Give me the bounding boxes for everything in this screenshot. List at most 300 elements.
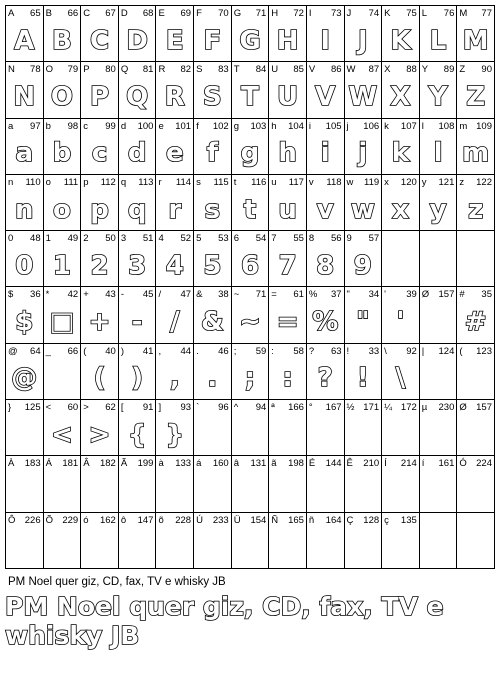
glyph-code: 160 xyxy=(212,458,229,470)
glyph-char: 4 xyxy=(158,233,164,245)
glyph-code: 107 xyxy=(400,120,417,132)
glyph-cell xyxy=(6,6,44,62)
glyph-cell xyxy=(194,400,232,456)
glyph-char: L xyxy=(421,8,428,19)
glyph-code: 58 xyxy=(293,345,304,357)
glyph-cell xyxy=(457,62,495,118)
glyph-code: 135 xyxy=(400,514,417,526)
glyph-code: 97 xyxy=(30,120,41,132)
glyph-label xyxy=(457,458,494,470)
glyph-sample: q xyxy=(127,194,147,225)
glyph-label xyxy=(44,458,81,470)
glyph-char: j xyxy=(346,120,349,132)
glyph-char: M xyxy=(459,8,468,19)
glyph-char: S xyxy=(196,64,203,76)
glyph-sample: Y xyxy=(428,81,448,112)
glyph-code: 109 xyxy=(476,120,492,132)
glyph-cell xyxy=(457,513,495,569)
glyph-sample: X xyxy=(390,81,411,112)
glyph-label xyxy=(119,346,156,358)
glyph-sample: 3 xyxy=(128,250,147,281)
glyph-code: 226 xyxy=(24,514,41,526)
glyph-label xyxy=(232,346,269,358)
glyph-code: 66 xyxy=(67,345,79,357)
glyph-cell xyxy=(307,231,345,287)
glyph-cell xyxy=(420,231,458,287)
glyph-char: N xyxy=(8,64,15,76)
glyph-cell xyxy=(119,119,157,175)
glyph-label xyxy=(345,8,382,20)
glyph-char: " xyxy=(346,289,350,301)
glyph-char: ç xyxy=(384,514,389,526)
glyph-char: } xyxy=(8,402,12,414)
glyph-code: 171 xyxy=(363,402,380,414)
glyph-code: 49 xyxy=(67,233,79,245)
glyph-code: 133 xyxy=(175,458,192,470)
glyph-sample: 1 xyxy=(52,250,71,281)
glyph-cell xyxy=(156,175,194,231)
glyph-cell xyxy=(269,6,307,62)
glyph-cell xyxy=(232,344,270,400)
glyph-sample: @ xyxy=(11,363,38,394)
glyph-cell xyxy=(307,62,345,118)
glyph-label xyxy=(457,121,494,133)
glyph-label xyxy=(194,64,231,76)
glyph-char: 5 xyxy=(196,233,202,245)
glyph-sample: ~ xyxy=(239,307,261,338)
glyph-char: T xyxy=(233,64,240,76)
glyph-sample: A xyxy=(14,25,35,56)
glyph-sample: 9 xyxy=(353,250,372,281)
glyph-char: \ xyxy=(384,345,387,357)
glyph-cell xyxy=(232,6,270,62)
glyph-char: Y xyxy=(421,64,429,76)
glyph-char: f xyxy=(196,120,199,132)
glyph-code: 183 xyxy=(24,458,41,470)
glyph-code: 108 xyxy=(438,120,455,132)
glyph-code: 92 xyxy=(406,345,417,357)
glyph-label xyxy=(345,346,382,358)
glyph-label xyxy=(6,233,43,245)
glyph-cell xyxy=(81,344,119,400)
glyph-cell xyxy=(269,344,307,400)
glyph-label xyxy=(44,402,81,414)
glyph-char: Z xyxy=(459,64,466,76)
glyph-code: 228 xyxy=(175,514,192,526)
glyph-label xyxy=(307,458,344,470)
glyph-cell xyxy=(382,400,420,456)
glyph-char: 0 xyxy=(8,233,14,245)
glyph-label xyxy=(156,515,193,527)
glyph-label xyxy=(382,515,419,527)
glyph-cell xyxy=(232,62,270,118)
glyph-code: 41 xyxy=(142,345,154,357)
sample-text-large: PM Noel quer giz, CD, fax, TV e whisky JB xyxy=(5,592,444,650)
glyph-char: _ xyxy=(45,345,51,357)
glyph-char: Á xyxy=(45,458,52,470)
glyph-cell xyxy=(44,231,82,287)
glyph-sample: ' xyxy=(396,307,405,338)
glyph-label xyxy=(382,233,419,245)
glyph-char: i xyxy=(308,120,312,132)
glyph-cell xyxy=(156,119,194,175)
glyph-cell xyxy=(307,287,345,343)
glyph-sample: E xyxy=(165,25,184,56)
glyph-cell xyxy=(269,119,307,175)
glyph-code: 111 xyxy=(63,176,79,188)
glyph-label xyxy=(269,64,306,76)
glyph-code: 52 xyxy=(180,233,192,245)
glyph-cell xyxy=(6,231,44,287)
glyph-label xyxy=(269,233,306,245)
glyph-label xyxy=(81,402,118,414)
glyph-code: 86 xyxy=(330,64,342,76)
glyph-char: ? xyxy=(308,345,315,357)
glyph-label xyxy=(44,289,81,301)
glyph-sample: □ xyxy=(49,307,75,338)
glyph-code: 84 xyxy=(255,64,267,76)
glyph-code: 65 xyxy=(30,8,41,19)
glyph-sample: d xyxy=(127,138,147,169)
glyph-char: À xyxy=(8,458,15,470)
glyph-label xyxy=(382,346,419,358)
glyph-sample: o xyxy=(52,194,71,225)
glyph-label xyxy=(119,8,156,20)
glyph-char: = xyxy=(271,289,277,301)
glyph-char: Ø xyxy=(421,289,430,301)
glyph-code: 224 xyxy=(476,458,492,470)
glyph-label xyxy=(382,402,419,414)
glyph-char: < xyxy=(45,402,52,414)
glyph-code: 60 xyxy=(67,402,79,414)
glyph-char: ! xyxy=(346,345,350,357)
glyph-sample: W xyxy=(348,81,378,112)
glyph-code: 63 xyxy=(330,345,342,357)
glyph-label xyxy=(44,8,81,20)
glyph-code: 157 xyxy=(476,402,492,414)
glyph-sample: z xyxy=(468,194,484,225)
glyph-label xyxy=(44,233,81,245)
glyph-sample: v xyxy=(316,194,334,225)
glyph-sample: 4 xyxy=(165,250,184,281)
glyph-cell xyxy=(269,62,307,118)
glyph-code: 39 xyxy=(406,289,417,301)
glyph-sample: 5 xyxy=(203,250,222,281)
glyph-sample: 8 xyxy=(316,250,335,281)
glyph-char: 7 xyxy=(271,233,277,245)
glyph-code: 100 xyxy=(137,120,154,132)
glyph-label xyxy=(307,346,344,358)
glyph-cell xyxy=(6,62,44,118)
glyph-cell xyxy=(269,456,307,512)
glyph-char: u xyxy=(271,176,277,188)
glyph-label xyxy=(457,177,494,189)
glyph-label xyxy=(382,177,419,189)
glyph-code: 104 xyxy=(288,120,304,132)
glyph-code: 89 xyxy=(443,64,455,76)
glyph-label xyxy=(345,177,382,189)
glyph-code: 110 xyxy=(25,176,41,188)
glyph-char: 9 xyxy=(346,233,352,245)
glyph-cell xyxy=(307,456,345,512)
glyph-label xyxy=(6,177,43,189)
glyph-char: a xyxy=(8,120,14,132)
glyph-sample: + xyxy=(88,307,111,338)
glyph-code: 85 xyxy=(293,64,304,76)
glyph-cell xyxy=(156,400,194,456)
glyph-cell xyxy=(194,175,232,231)
glyph-sample: 2 xyxy=(90,250,109,281)
glyph-char: . xyxy=(196,345,199,357)
glyph-sample: / xyxy=(170,307,180,338)
glyph-cell xyxy=(119,175,157,231)
glyph-cell xyxy=(269,513,307,569)
glyph-label xyxy=(194,121,231,133)
glyph-char: X xyxy=(384,64,391,76)
glyph-label xyxy=(156,289,193,301)
glyph-char: í xyxy=(421,458,425,470)
glyph-sample: 6 xyxy=(240,250,260,281)
glyph-label xyxy=(194,8,231,20)
glyph-code: 199 xyxy=(137,458,154,470)
glyph-char: , xyxy=(158,345,162,357)
glyph-label xyxy=(457,64,494,76)
glyph-label xyxy=(269,121,306,133)
glyph-label xyxy=(194,458,231,470)
glyph-char: ~ xyxy=(233,289,240,301)
glyph-label xyxy=(345,289,382,301)
glyph-sample: p xyxy=(90,194,109,225)
glyph-cell xyxy=(232,175,270,231)
glyph-char: x xyxy=(384,176,389,188)
glyph-code: 68 xyxy=(142,8,154,19)
glyph-char: O xyxy=(45,64,53,76)
glyph-cell xyxy=(44,62,82,118)
glyph-sample: P xyxy=(90,81,110,112)
glyph-char: E xyxy=(158,8,165,19)
glyph-char: Ñ xyxy=(271,514,279,526)
glyph-code: 119 xyxy=(363,176,380,188)
glyph-char: p xyxy=(83,176,89,188)
glyph-code: 93 xyxy=(180,402,192,414)
glyph-label xyxy=(420,121,457,133)
glyph-sample: L xyxy=(429,25,447,56)
glyph-label xyxy=(232,121,269,133)
glyph-sample: y xyxy=(429,194,447,225)
glyph-cell xyxy=(81,231,119,287)
glyph-code: 70 xyxy=(218,8,229,19)
glyph-cell xyxy=(156,231,194,287)
glyph-char: - xyxy=(120,289,125,301)
glyph-cell xyxy=(119,287,157,343)
glyph-char: : xyxy=(271,345,274,357)
glyph-label xyxy=(269,402,306,414)
glyph-char: A xyxy=(8,8,15,19)
glyph-code: 36 xyxy=(30,289,41,301)
glyph-sample: # xyxy=(464,307,487,338)
glyph-label xyxy=(119,402,156,414)
glyph-code: 45 xyxy=(142,289,154,301)
glyph-char: n xyxy=(8,176,14,188)
glyph-cell xyxy=(420,287,458,343)
glyph-sample: = xyxy=(276,307,299,338)
glyph-char: Ü xyxy=(233,514,241,526)
glyph-sample: $ xyxy=(15,307,34,338)
glyph-cell xyxy=(232,400,270,456)
glyph-cell xyxy=(119,231,157,287)
glyph-code: 112 xyxy=(100,176,116,188)
glyph-label xyxy=(307,177,344,189)
glyph-sample: s xyxy=(204,194,221,225)
glyph-sample: D xyxy=(126,25,148,56)
glyph-code: 40 xyxy=(105,345,116,357)
glyph-cell xyxy=(81,62,119,118)
glyph-code: 144 xyxy=(325,458,342,470)
glyph-sample: R xyxy=(164,81,185,112)
glyph-cell xyxy=(269,400,307,456)
glyph-code: 154 xyxy=(250,514,267,526)
glyph-code: 172 xyxy=(400,402,417,414)
glyph-char: # xyxy=(459,289,465,301)
glyph-label xyxy=(81,64,118,76)
glyph-char: % xyxy=(308,289,318,301)
glyph-sample: t xyxy=(243,194,257,225)
glyph-code: 34 xyxy=(368,289,380,301)
glyph-sample: T xyxy=(241,81,259,112)
glyph-cell xyxy=(6,456,44,512)
glyph-char: Ó xyxy=(459,458,467,470)
glyph-code: 73 xyxy=(330,8,342,19)
glyph-code: 43 xyxy=(105,289,116,301)
glyph-code: 80 xyxy=(105,64,116,76)
glyph-code: 88 xyxy=(406,64,417,76)
glyph-code: 161 xyxy=(438,458,455,470)
glyph-code: 51 xyxy=(142,233,154,245)
glyph-label xyxy=(156,177,193,189)
glyph-code: 78 xyxy=(30,64,41,76)
glyph-char: I xyxy=(308,8,312,19)
glyph-label xyxy=(194,233,231,245)
glyph-char: H xyxy=(271,8,279,19)
glyph-code: 59 xyxy=(255,345,267,357)
glyph-sample: g xyxy=(240,138,260,169)
glyph-cell xyxy=(194,456,232,512)
glyph-char: K xyxy=(384,8,391,19)
glyph-label xyxy=(44,515,81,527)
glyph-cell xyxy=(420,62,458,118)
glyph-code: 46 xyxy=(218,345,229,357)
glyph-cell xyxy=(232,513,270,569)
glyph-sample: f xyxy=(206,138,219,169)
glyph-code: 114 xyxy=(175,176,192,188)
glyph-code: 102 xyxy=(212,120,229,132)
glyph-code: 117 xyxy=(288,176,304,188)
glyph-cell xyxy=(6,344,44,400)
glyph-code: 76 xyxy=(443,8,455,19)
glyph-char: 2 xyxy=(83,233,89,245)
glyph-sample: : xyxy=(282,363,293,394)
glyph-code: 69 xyxy=(180,8,192,19)
glyph-cell xyxy=(119,513,157,569)
glyph-char: ^ xyxy=(233,402,239,414)
glyph-cell xyxy=(44,119,82,175)
glyph-cell xyxy=(44,513,82,569)
glyph-char: à xyxy=(158,458,164,470)
sample-text-small: PM Noel quer giz, CD, fax, TV e whisky JB xyxy=(8,576,226,588)
glyph-label xyxy=(119,233,156,245)
glyph-code: 83 xyxy=(218,64,229,76)
glyph-cell xyxy=(194,513,232,569)
glyph-code: 57 xyxy=(368,233,380,245)
glyph-label xyxy=(81,289,118,301)
glyph-cell xyxy=(6,400,44,456)
glyph-cell xyxy=(457,6,495,62)
glyph-code: 56 xyxy=(330,233,342,245)
glyph-cell xyxy=(44,287,82,343)
glyph-code: 98 xyxy=(67,120,79,132)
glyph-label xyxy=(81,515,118,527)
glyph-label xyxy=(269,8,306,20)
glyph-sample: } xyxy=(165,419,185,450)
glyph-code: 230 xyxy=(438,402,455,414)
glyph-char: / xyxy=(158,289,162,301)
glyph-char: [ xyxy=(120,402,124,414)
glyph-code: 47 xyxy=(180,289,192,301)
glyph-label xyxy=(119,64,156,76)
glyph-label xyxy=(6,64,43,76)
glyph-label xyxy=(194,289,231,301)
glyph-cell xyxy=(307,175,345,231)
glyph-cell xyxy=(382,456,420,512)
glyph-char: ¼ xyxy=(384,402,393,414)
glyph-cell xyxy=(457,175,495,231)
glyph-label xyxy=(382,121,419,133)
glyph-sample: { xyxy=(127,419,147,450)
glyph-code: 113 xyxy=(138,176,154,188)
glyph-code: 75 xyxy=(406,8,417,19)
glyph-char: ó xyxy=(83,514,89,526)
glyph-code: 157 xyxy=(438,289,455,301)
glyph-label xyxy=(307,64,344,76)
glyph-code: 120 xyxy=(400,176,417,188)
glyph-label xyxy=(269,346,306,358)
glyph-cell xyxy=(345,287,383,343)
glyph-char: y xyxy=(421,176,427,188)
glyph-cell xyxy=(6,119,44,175)
glyph-char: É xyxy=(308,458,316,470)
glyph-char: m xyxy=(459,120,468,132)
glyph-cell xyxy=(81,456,119,512)
glyph-code: 50 xyxy=(105,233,116,245)
glyph-label xyxy=(420,233,457,245)
glyph-label xyxy=(457,402,494,414)
glyph-sample: m xyxy=(462,138,490,169)
glyph-label xyxy=(232,8,269,20)
glyph-sample: O xyxy=(50,81,73,112)
glyph-cell xyxy=(382,175,420,231)
glyph-label xyxy=(345,121,382,133)
glyph-char: C xyxy=(83,8,91,19)
glyph-code: 54 xyxy=(255,233,267,245)
glyph-cell xyxy=(269,231,307,287)
glyph-label xyxy=(44,346,81,358)
glyph-code: 37 xyxy=(330,289,342,301)
glyph-char: ½ xyxy=(346,402,355,414)
glyph-sample: b xyxy=(52,138,72,169)
glyph-cell xyxy=(345,344,383,400)
glyph-char: z xyxy=(459,176,465,188)
glyph-char: q xyxy=(120,176,127,188)
